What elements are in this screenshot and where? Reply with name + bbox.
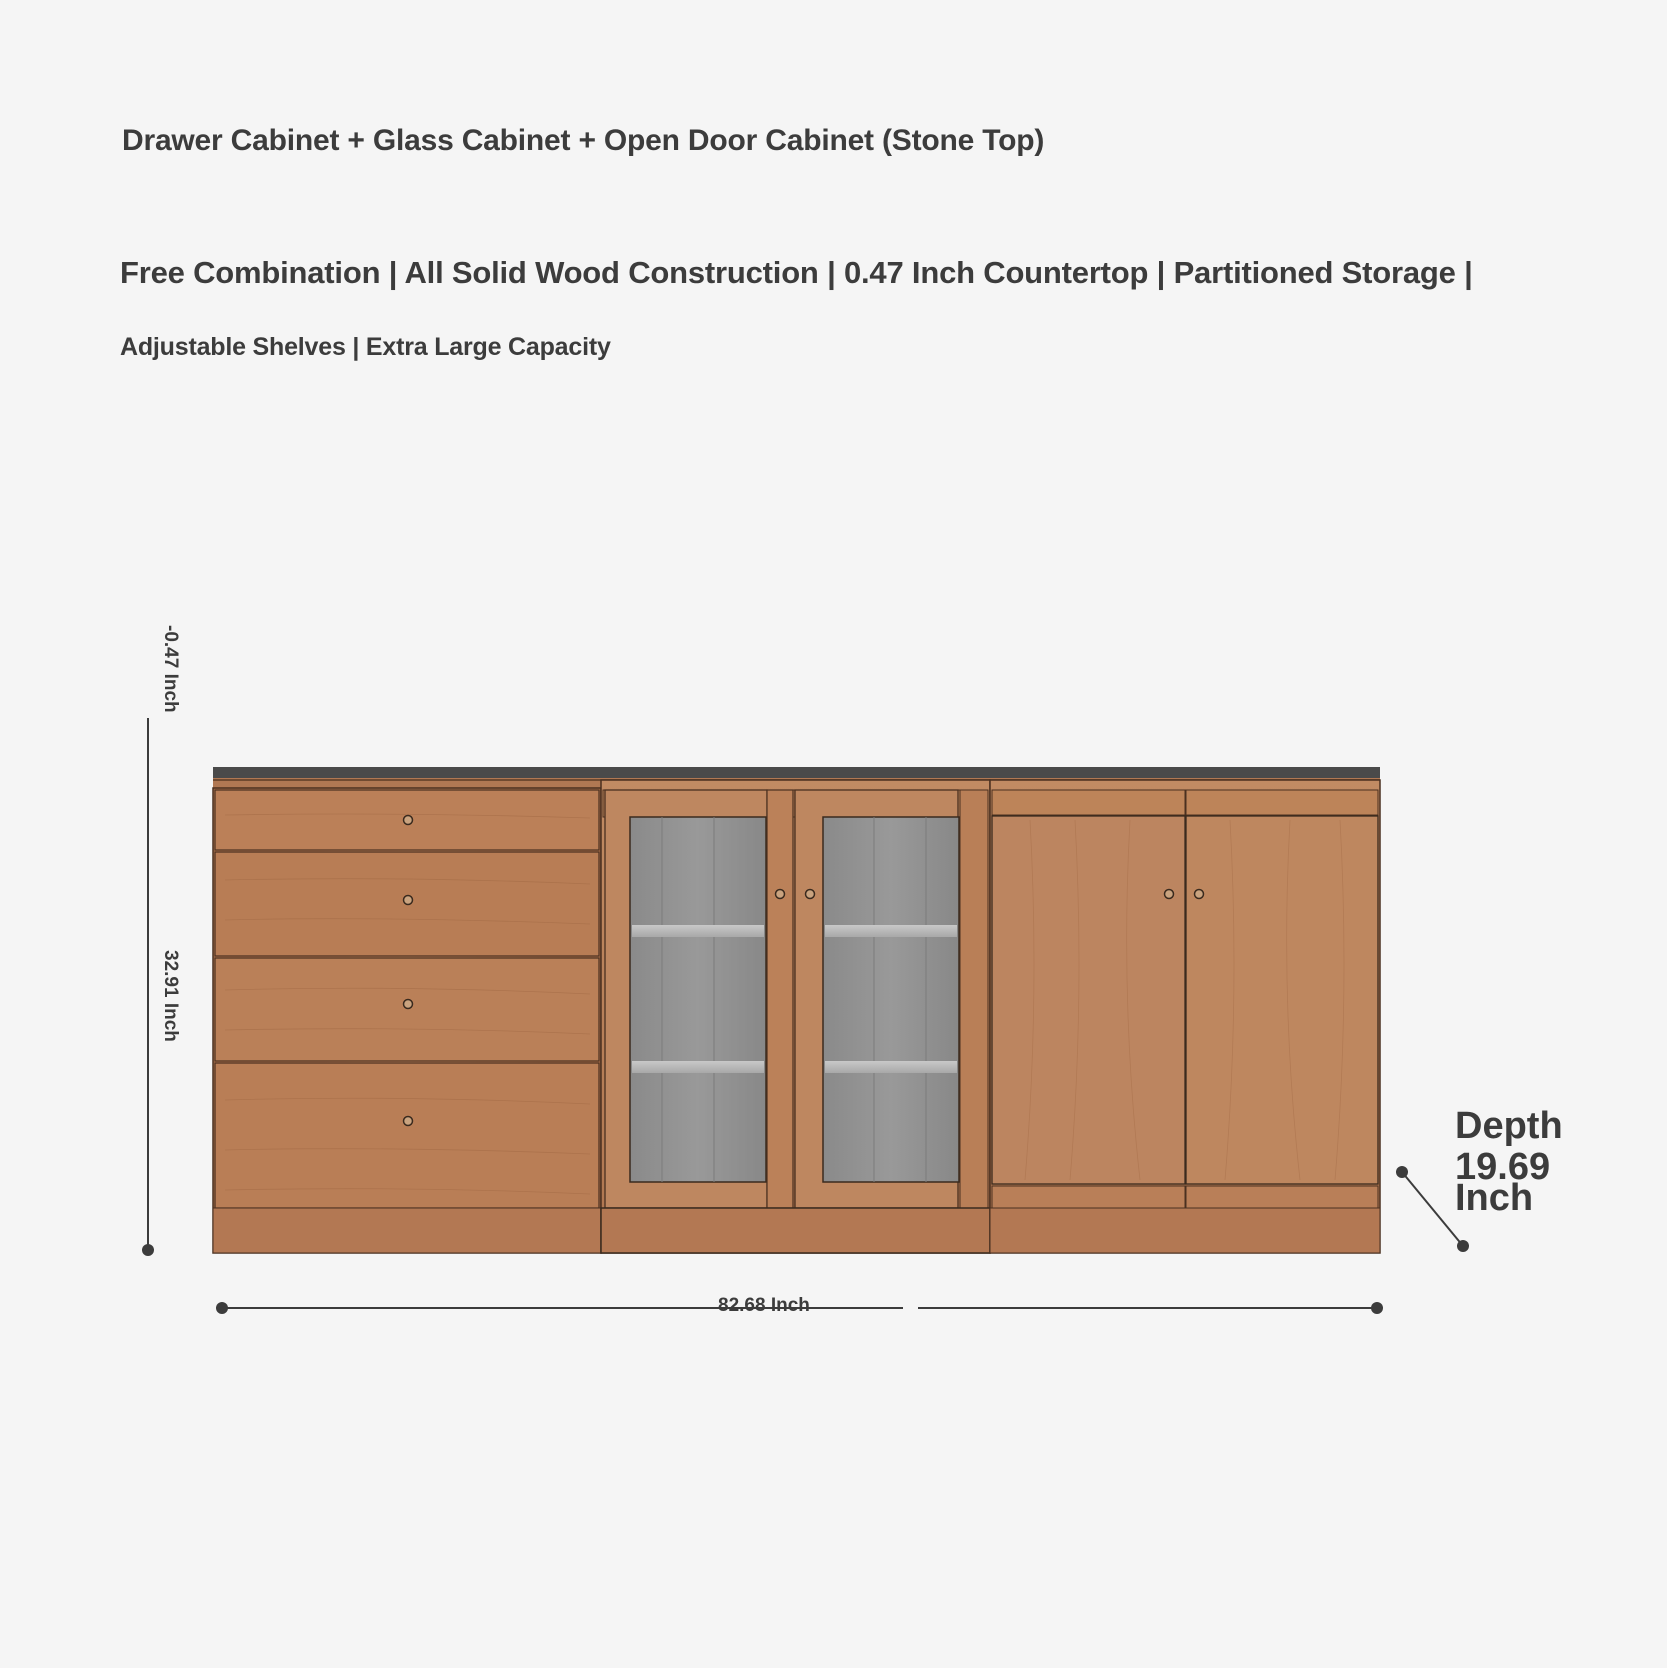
cabinet-door-left[interactable] (992, 816, 1185, 1184)
dimension-endpoint (142, 1244, 154, 1256)
countertop-thickness-label: -0.47 Inch (160, 625, 181, 713)
plinth (213, 1208, 601, 1253)
glass-shelf (632, 1061, 764, 1073)
dimension-endpoint (1457, 1240, 1469, 1252)
depth-dimension-line (1402, 1172, 1463, 1246)
features-line-1: Free Combination | All Solid Wood Construction | 0.47 Inch Countertop | Partitioned Storage | (120, 255, 1473, 290)
door-knob (806, 890, 815, 899)
drawer-4[interactable] (215, 1063, 599, 1208)
height-label: 32.91 Inch (160, 950, 181, 1042)
drawer-knob (404, 896, 413, 905)
door-knob (776, 890, 785, 899)
glass-cabinet (601, 780, 990, 1253)
drawer-knob (404, 816, 413, 825)
plinth (990, 1208, 1380, 1253)
drawer-3[interactable] (215, 958, 599, 1061)
width-label: 82.68 Inch (718, 1295, 810, 1316)
door-knob (1165, 890, 1174, 899)
glass-shelf (632, 925, 764, 937)
cabinet-door-right[interactable] (1186, 816, 1378, 1184)
stone-countertop (213, 767, 1380, 778)
features-line-2: Adjustable Shelves | Extra Large Capacity (120, 333, 611, 361)
depth-word: Depth (1455, 1105, 1563, 1147)
dimension-endpoint (216, 1302, 228, 1314)
open-door-cabinet (990, 780, 1380, 1253)
drawer-knob (404, 1117, 413, 1126)
plinth (601, 1208, 990, 1253)
door-knob (1195, 890, 1204, 899)
depth-value: 19.69 (1455, 1146, 1551, 1188)
drawer-knob (404, 1000, 413, 1009)
glass-shelf (825, 1061, 957, 1073)
dimension-endpoint (1396, 1166, 1408, 1178)
page-title: Drawer Cabinet + Glass Cabinet + Open Door Cabinet (Stone Top) (122, 124, 1045, 157)
glass-shelf (825, 925, 957, 937)
depth-unit: Inch (1455, 1177, 1534, 1219)
dimension-endpoint (1371, 1302, 1383, 1314)
drawer-cabinet (213, 788, 601, 1253)
